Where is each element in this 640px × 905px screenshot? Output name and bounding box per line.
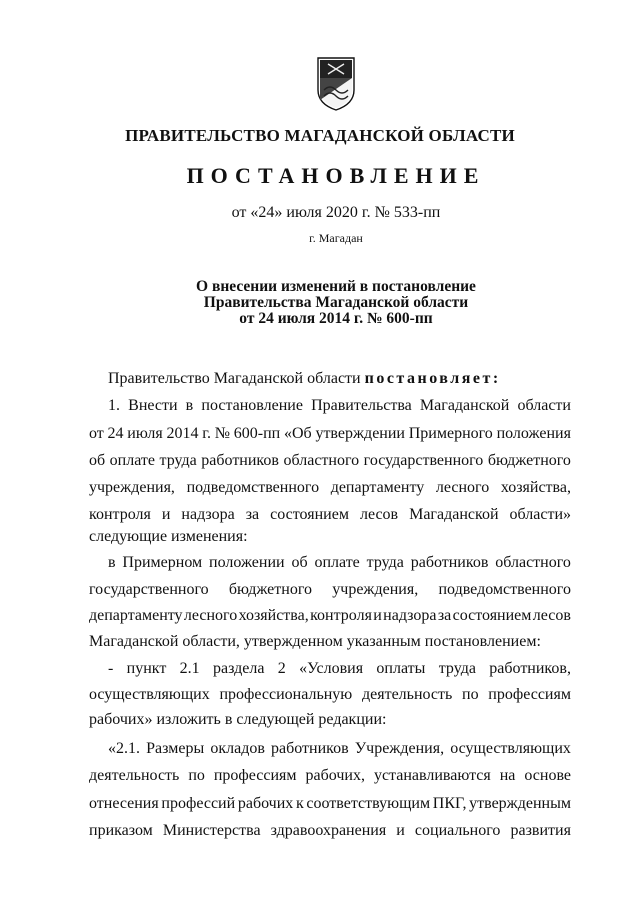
word: учреждения, <box>89 479 175 496</box>
word: бюджетного <box>487 452 571 469</box>
word: пункт <box>126 660 167 677</box>
word: департаменту <box>89 607 183 624</box>
word: хозяйства, <box>500 479 571 496</box>
word: подведомственного <box>186 479 320 496</box>
word: - <box>108 660 114 677</box>
word: постановление <box>201 397 303 414</box>
word: рабочих <box>237 795 294 812</box>
word: Магаданской <box>409 506 499 523</box>
word: от <box>89 425 104 442</box>
word: области» <box>509 506 571 523</box>
body-line <box>108 740 571 758</box>
word: работников <box>410 554 489 571</box>
word: 24 <box>107 425 124 442</box>
word: подведомственного <box>438 581 571 598</box>
word: устанавливаются <box>373 767 491 784</box>
word: утверждении <box>315 425 405 442</box>
word: № <box>214 425 231 442</box>
word: работников <box>201 452 279 469</box>
body-line <box>89 795 571 813</box>
word: г. <box>202 425 212 442</box>
word: Правительства <box>311 397 412 414</box>
word: областного <box>495 554 571 571</box>
word: профессий <box>161 795 236 812</box>
word: лесов <box>532 607 571 624</box>
word: к <box>295 795 304 812</box>
word: труда <box>159 452 197 469</box>
word: здравоохранения <box>270 822 387 839</box>
word: оплате <box>109 452 155 469</box>
document-subject <box>0 279 640 327</box>
body-line <box>89 767 571 785</box>
word: области <box>517 397 571 414</box>
word: 2014 <box>166 425 199 442</box>
word: июля <box>127 425 163 442</box>
word: состоянием <box>270 506 349 523</box>
word: утвержденным <box>469 795 571 812</box>
word: отнесения <box>89 795 159 812</box>
word: по <box>188 767 205 784</box>
word: труда <box>438 660 476 677</box>
word: об <box>291 554 308 571</box>
word: учреждения, <box>332 581 419 598</box>
word: контроля <box>310 607 372 624</box>
word: за <box>437 607 452 624</box>
word: Внести <box>128 397 178 414</box>
word: Размеры <box>146 740 205 757</box>
word: ПКГ, <box>432 795 467 812</box>
body-line <box>89 822 571 840</box>
body-line: следующие изменения: <box>89 528 248 545</box>
word: деятельность <box>89 767 180 784</box>
body-line <box>89 686 571 704</box>
word: основе <box>524 767 571 784</box>
word: Примерном <box>122 554 203 571</box>
word: оплате <box>314 554 360 571</box>
word: лесов <box>359 506 399 523</box>
word: лесного <box>435 479 490 496</box>
word: соответствующим <box>306 795 431 812</box>
word: Учреждения, <box>354 740 445 757</box>
word: осуществляющих <box>450 740 571 757</box>
word: профессиям <box>213 767 297 784</box>
word: «Условия <box>299 660 364 677</box>
word: за <box>245 506 260 523</box>
word: областного <box>283 452 360 469</box>
intro-verb: постановляет: <box>364 370 501 387</box>
word: 2 <box>277 660 286 677</box>
word: «Об <box>283 425 312 442</box>
word: 2.1 <box>179 660 200 677</box>
word: осуществляющих <box>89 686 210 703</box>
word: об <box>89 452 106 469</box>
word: состоянием <box>452 607 532 624</box>
word: департаменту <box>330 479 425 496</box>
word: Магаданской <box>419 397 510 414</box>
subject-line: от 24 июля 2014 г. № 600-пп <box>239 310 433 327</box>
body-line <box>108 554 571 572</box>
word: контроля <box>89 506 151 523</box>
word: государственного <box>363 452 484 469</box>
body-line <box>89 452 571 470</box>
word: 600-пп <box>233 425 281 442</box>
word: надзора <box>181 506 235 523</box>
word: бюджетного <box>228 581 312 598</box>
word: и <box>161 506 171 523</box>
word: положении <box>209 554 285 571</box>
word: окладов <box>210 740 265 757</box>
word: надзора <box>383 607 437 624</box>
document-type: ПОСТАНОВЛЕНИЕ <box>186 163 486 188</box>
word: деятельность <box>361 686 453 703</box>
body-line <box>108 397 571 415</box>
body-line: Магаданской области, утвержденном указанным постановлением: <box>89 633 541 650</box>
word: профессиям <box>488 686 571 703</box>
body-line: рабочих» изложить в следующей редакции: <box>89 711 387 728</box>
body-line <box>89 581 571 599</box>
word: и <box>396 822 405 839</box>
organization-title: ПРАВИТЕЛЬСТВО МАГАДАНСКОЙ ОБЛАСТИ <box>125 126 515 145</box>
subject-line: О внесении изменений в постановление <box>196 278 476 295</box>
word: в <box>108 554 116 571</box>
word: в <box>185 397 194 414</box>
coat-of-arms-icon <box>316 56 356 112</box>
body-line <box>89 479 571 497</box>
word: развития <box>510 822 571 839</box>
word: 1. <box>108 397 120 414</box>
word: работников <box>271 740 349 757</box>
subject-line: Правительства Магаданской области <box>203 294 469 311</box>
body-line <box>89 506 571 524</box>
body-line <box>89 607 571 625</box>
word: на <box>499 767 516 784</box>
word: положения <box>496 425 571 442</box>
word: лесного <box>183 607 238 624</box>
intro-prefix: Правительство Магаданской области <box>108 370 361 387</box>
word: профессиональную <box>219 686 353 703</box>
word: рабочих, <box>305 767 365 784</box>
word: по <box>462 686 479 703</box>
word: и <box>373 607 382 624</box>
word: Министерства <box>162 822 261 839</box>
word: «2.1. <box>108 740 140 757</box>
word: хозяйства, <box>238 607 309 624</box>
word: оплаты <box>376 660 426 677</box>
word: Примерного <box>408 425 493 442</box>
word: социального <box>414 822 501 839</box>
word: труда <box>366 554 404 571</box>
word: государственного <box>89 581 209 598</box>
word: приказом <box>89 822 153 839</box>
body-line <box>89 425 571 443</box>
intro-line <box>108 370 501 388</box>
document-city: г. Магадан <box>309 231 363 245</box>
body-line <box>108 660 571 678</box>
word: раздела <box>213 660 265 677</box>
document-number: от «24» июля 2020 г. № 533-пп <box>231 204 441 221</box>
word: работников, <box>489 660 571 677</box>
